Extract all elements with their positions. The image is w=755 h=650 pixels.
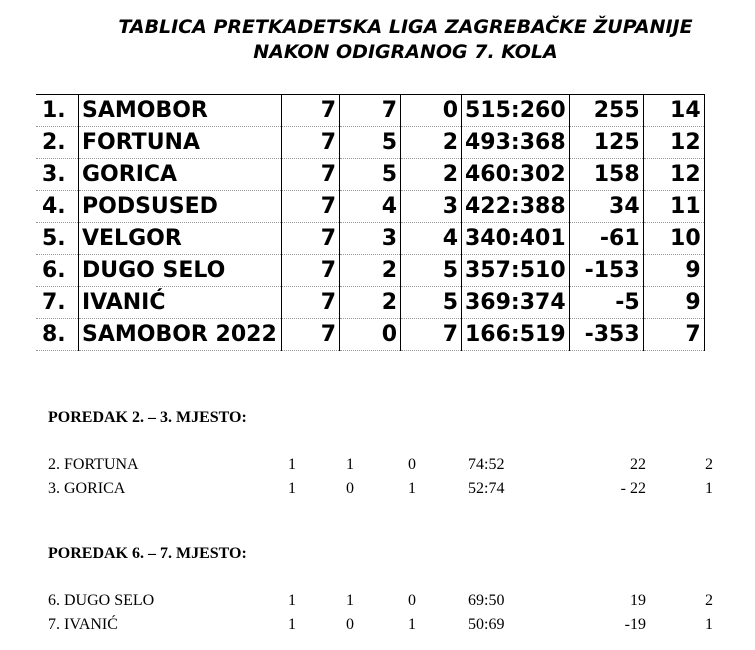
points-cell: 14 — [643, 95, 704, 127]
played-cell: 1 — [288, 592, 296, 609]
played-cell: 1 — [288, 456, 296, 473]
team-cell: 7. IVANIĆ — [48, 616, 118, 633]
diff-cell: -353 — [569, 319, 643, 351]
lost-cell: 0 — [408, 592, 416, 609]
points-cell: 7 — [643, 319, 704, 351]
points-cell: 10 — [643, 223, 704, 255]
team-cell: FORTUNA — [79, 127, 282, 159]
points-cell: 1 — [705, 616, 713, 633]
table-row — [36, 287, 704, 319]
diff-cell: -5 — [569, 287, 643, 319]
table-row — [36, 127, 704, 159]
team-cell: VELGOR — [79, 223, 282, 255]
won-cell: 0 — [346, 480, 354, 497]
table-row — [48, 456, 728, 480]
diff-cell: 158 — [569, 159, 643, 191]
played-cell: 7 — [282, 319, 340, 351]
team-cell: IVANIĆ — [79, 287, 282, 319]
table-row — [48, 480, 728, 504]
diff-cell: 125 — [569, 127, 643, 159]
team-cell: DUGO SELO — [79, 255, 282, 287]
lost-cell: 1 — [408, 616, 416, 633]
score-cell: 493:368 — [462, 127, 570, 159]
won-cell: 5 — [340, 159, 401, 191]
tiebreak-6-7-title: POREDAK 6. – 7. MJESTO: — [48, 545, 247, 562]
table-row — [36, 223, 704, 255]
score-cell: 340:401 — [462, 223, 570, 255]
won-cell: 1 — [346, 592, 354, 609]
table-row — [36, 95, 704, 127]
played-cell: 7 — [282, 191, 340, 223]
score-cell: 369:374 — [462, 287, 570, 319]
diff-cell: - 22 — [620, 480, 646, 497]
won-cell: 7 — [340, 95, 401, 127]
diff-cell: 34 — [569, 191, 643, 223]
table-row — [36, 191, 704, 223]
played-cell: 7 — [282, 95, 340, 127]
table-row — [36, 255, 704, 287]
lost-cell: 3 — [401, 191, 462, 223]
won-cell: 4 — [340, 191, 401, 223]
page-subtitle: NAKON ODIGRANOG 7. KOLA — [253, 41, 558, 63]
team-cell: SAMOBOR 2022 — [79, 319, 282, 351]
page-title: TABLICA PRETKADETSKA LIGA ZAGREBAČKE ŽUPANIJE — [118, 16, 693, 38]
diff-cell: -153 — [569, 255, 643, 287]
standings-table — [36, 94, 705, 351]
points-cell: 9 — [643, 255, 704, 287]
won-cell: 1 — [346, 456, 354, 473]
played-cell: 7 — [282, 223, 340, 255]
played-cell: 1 — [288, 616, 296, 633]
points-cell: 1 — [705, 480, 713, 497]
points-cell: 9 — [643, 287, 704, 319]
played-cell: 1 — [288, 480, 296, 497]
diff-cell: 255 — [569, 95, 643, 127]
tiebreak-2-3-title: POREDAK 2. – 3. MJESTO: — [48, 409, 247, 426]
table-row — [48, 592, 728, 616]
score-cell: 422:388 — [462, 191, 570, 223]
rank-cell: 3. — [36, 159, 79, 191]
team-cell: PODSUSED — [79, 191, 282, 223]
score-cell: 50:69 — [468, 616, 505, 633]
score-cell: 52:74 — [468, 480, 505, 497]
rank-cell: 5. — [36, 223, 79, 255]
tiebreak-6-7-table — [48, 592, 728, 640]
diff-cell: 19 — [630, 592, 646, 609]
points-cell: 12 — [643, 127, 704, 159]
score-cell: 460:302 — [462, 159, 570, 191]
rank-cell: 6. — [36, 255, 79, 287]
won-cell: 3 — [340, 223, 401, 255]
points-cell: 11 — [643, 191, 704, 223]
team-cell: 6. DUGO SELO — [48, 592, 155, 609]
table-row — [36, 159, 704, 191]
lost-cell: 7 — [401, 319, 462, 351]
team-cell: GORICA — [79, 159, 282, 191]
lost-cell: 2 — [401, 127, 462, 159]
rank-cell: 7. — [36, 287, 79, 319]
rank-cell: 1. — [36, 95, 79, 127]
team-cell: SAMOBOR — [79, 95, 282, 127]
rank-cell: 4. — [36, 191, 79, 223]
rank-cell: 8. — [36, 319, 79, 351]
diff-cell: 22 — [630, 456, 646, 473]
table-row — [36, 319, 704, 351]
points-cell: 2 — [705, 592, 713, 609]
score-cell: 74:52 — [468, 456, 505, 473]
points-cell: 12 — [643, 159, 704, 191]
tiebreak-2-3-table — [48, 456, 728, 504]
lost-cell: 2 — [401, 159, 462, 191]
played-cell: 7 — [282, 255, 340, 287]
won-cell: 0 — [346, 616, 354, 633]
score-cell: 166:519 — [462, 319, 570, 351]
points-cell: 2 — [705, 456, 713, 473]
rank-cell: 2. — [36, 127, 79, 159]
lost-cell: 4 — [401, 223, 462, 255]
played-cell: 7 — [282, 127, 340, 159]
lost-cell: 5 — [401, 287, 462, 319]
diff-cell: -19 — [624, 616, 646, 633]
table-row — [48, 616, 728, 640]
score-cell: 69:50 — [468, 592, 505, 609]
won-cell: 2 — [340, 255, 401, 287]
won-cell: 5 — [340, 127, 401, 159]
won-cell: 2 — [340, 287, 401, 319]
lost-cell: 5 — [401, 255, 462, 287]
score-cell: 515:260 — [462, 95, 570, 127]
played-cell: 7 — [282, 159, 340, 191]
lost-cell: 0 — [408, 456, 416, 473]
lost-cell: 1 — [408, 480, 416, 497]
score-cell: 357:510 — [462, 255, 570, 287]
team-cell: 2. FORTUNA — [48, 456, 139, 473]
won-cell: 0 — [340, 319, 401, 351]
diff-cell: -61 — [569, 223, 643, 255]
played-cell: 7 — [282, 287, 340, 319]
team-cell: 3. GORICA — [48, 480, 126, 497]
lost-cell: 0 — [401, 95, 462, 127]
